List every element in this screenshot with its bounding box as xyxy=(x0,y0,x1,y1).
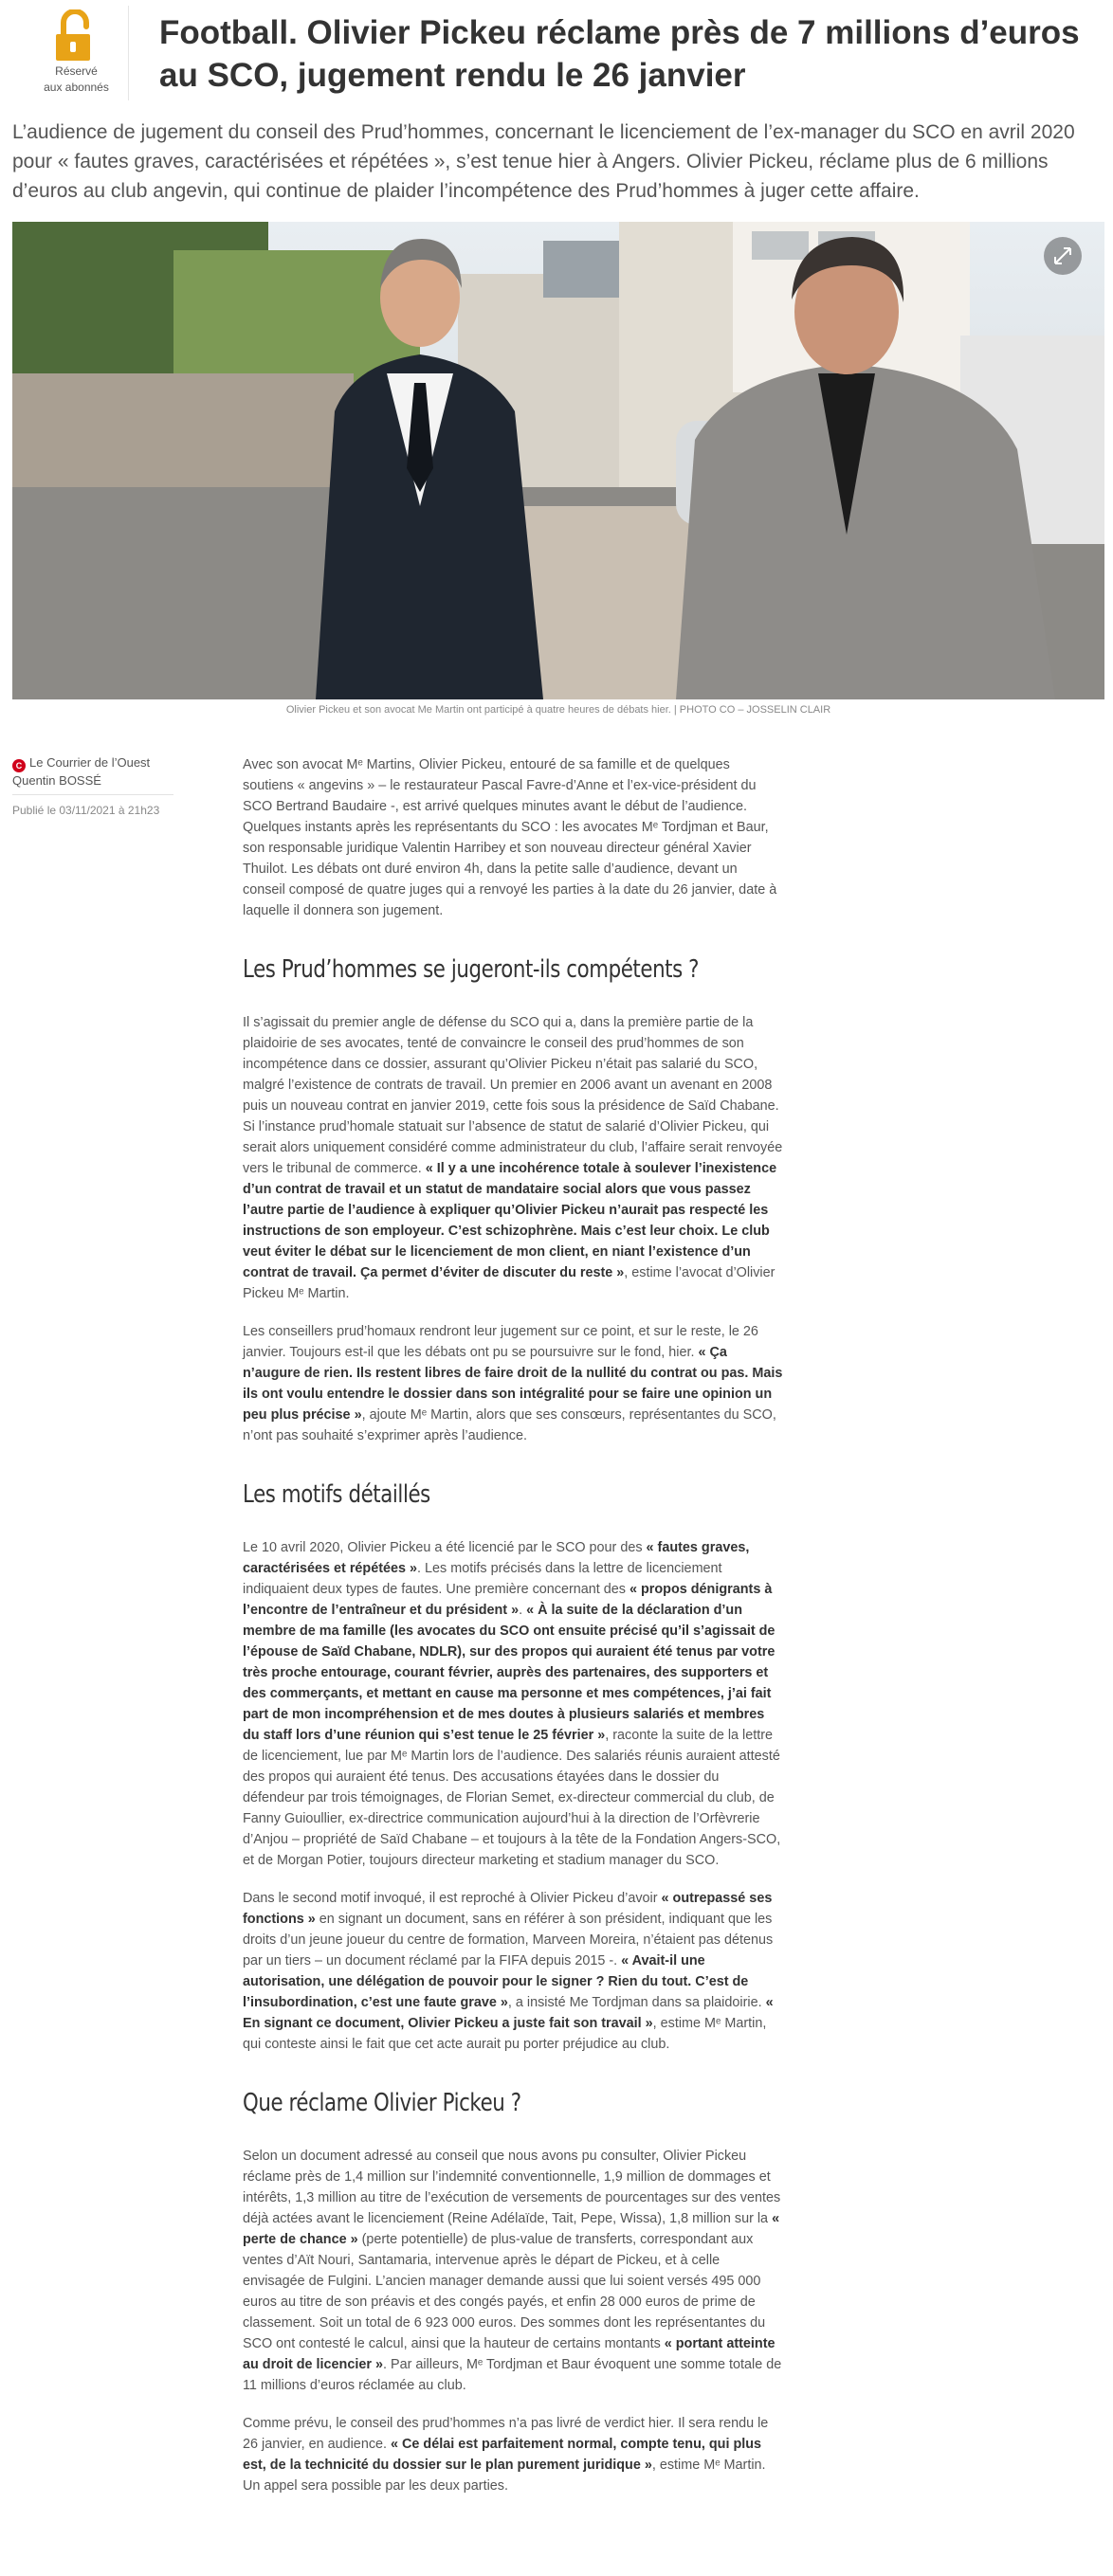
expand-arrows-icon xyxy=(1044,237,1082,275)
paragraph-6: Selon un document adressé au conseil que nous avons pu consulter, Olivier Pickeu réclame près de 1,4 million sur l’indemnité conventionnelle, 1,9 million de dommages et intérêts, 1,3 million au titre de l’exécution de versements de pourcentages sur des ventes déjà actées avant le licenciement (Reine Adélaïde, Tait, Pepe, Wissa), 1,8 million sur la « perte de chance » (perte potentielle) de plus-value de transferts, correspondant aux ventes d’Aït Nouri, Santamaria, intervenue après le départ de Pickeu, et à celle envisagée de Fulgini. L’ancien manager demande aussi que lui soient versés 495 000 euros au titre de son préavis et des congés payés, et enfin 28 000 euros de prime de classement. Soit un total de 6 923 000 euros. Des sommes dont les représentantes du SCO ont contesté le calcul, ainsi que la hauteur de certains montants « portant atteinte au droit de licencier ». Par ailleurs, Mᵉ Tordjman et Baur évoquent une somme totale de 11 millions d’euros réclamée au club. xyxy=(243,2149,782,2393)
article-title: Football. Olivier Pickeu réclame près de 7 millions d’euros au SCO, jugement rendu le 26 janvier xyxy=(159,14,1080,94)
paragraph-2: Il s’agissait du premier angle de défense du SCO qui a, dans la première partie de la plaidoirie de ses avocates, tenté de convaincre le conseil des prud’hommes de son incompétence dans ce dossier, assurant qu’Olivier Pickeu n’était pas salarié du SCO, malgré l’existence de contrats de travail. Un premier en 2006 avant un avenant en 2008 puis un nouveau contrat en janvier 2019, cette fois sous la présidence de Saïd Chabane. Si l’instance prud’homale statuait sur l’absence de statut de salarié d’Olivier Pickeu, qui serait alors uniquement considéré comme administrateur du club, l’affaire serait renvoyée vers le tribunal de commerce. « Il y a une incohérence totale à soulever l’inexistence d’un contrat de travail et un statut de mandataire social alors que vous passez l’autre partie de l’audience à expliquer qu’Olivier Pickeu n’aurait pas respecté les instructions de son employeur. C’est schizophrène. Mais c’est leur choix. Le club veut éviter le débat sur le licenciement de mon client, en niant l’existence d’un contrat de travail. Ça permet d’éviter de discuter du reste », estime l’avocat d’Olivier Pickeu Mᵉ Martin. xyxy=(243,1015,783,1301)
quote: « propos dénigrants à l’encontre de l’entraîneur et du président » xyxy=(243,1582,773,1618)
subheading-competence: Les Prud’hommes se jugeront-ils compétents ? xyxy=(243,955,700,984)
lock-open-icon xyxy=(52,9,101,63)
photo-illustration xyxy=(12,222,1104,699)
quote: « perte de chance » xyxy=(243,2211,780,2247)
quote: « Avait-il une autorisation, une délégation de pouvoir pour le signer ? Rien du tout. C’est de l’insubordination, c’est une faute grave » xyxy=(243,1953,749,2010)
source-logo-icon: C xyxy=(12,759,26,772)
paragraph-4: Le 10 avril 2020, Olivier Pickeu a été licencié par le SCO pour des « fautes graves, caractérisées et répétées ». Les motifs précisés dans la lettre de licenciement indiquaient deux types de fautes. Une première concernant des « propos dénigrants à l’encontre de l’entraîneur et du président ». « À la suite de la déclaration d’un membre de ma famille (les avocates du SCO ont ensuite précisé qu’il s’agissait de l’épouse de Saïd Chabane, NDLR), sur des propos qui auraient été tenus par votre très proche entourage, courant février, auprès des partenaires, des supporters et des commerçants, et mettant en cause ma personne et mes compétences, j’ai fait part de mon incompréhension et de mes doutes à plusieurs salariés et membres du staff lors d’une réunion qui s’est tenue le 25 février », raconte la suite de la lettre de licenciement, lue par Mᵉ Martin lors de l’audience. Des salariés réunis auraient attesté des propos qui auraient été tenus. Des accusations étayées dans le dossier du défendeur par trois témoignages, de Florian Semet, ex-directeur commercial du club, de Fanny Guioullier, ex-directrice communication aujourd’hui à la direction de l’Orfèvrerie d’Anjou – propriété de Saïd Chabane – et toujours à la tête de la Fondation Angers-SCO, et de Morgan Potier, toujours directeur marketing et stadium manager du SCO. xyxy=(243,1540,781,1868)
author-name[interactable]: Quentin BOSSÉ xyxy=(12,772,173,795)
subscriber-badge[interactable] xyxy=(25,6,129,100)
quote: « Il y a une incohérence totale à soulever l’inexistence d’un contrat de travail et un statut de mandataire social alors que vous passez l’autre partie de l’audience à expliquer qu’Olivier Pickeu n’aurait pas respecté les instructions de son employeur. C’est schizophrène. Mais c’est leur choix. Le club veut éviter le débat sur le licenciement de mon client, en niant l’existence d’un contrat de travail. Ça permet d’éviter de discuter du reste » xyxy=(243,1161,777,1280)
badge-label-line1: Réservé xyxy=(55,64,98,78)
quote: « Ça n’augure de rien. Ils restent libres de faire droit de la nullité du contrat ou pas. Mais ils ont voulu entendre le dossier dans son intégralité pour se faire une opinion un peu plus précise » xyxy=(243,1345,783,1423)
paragraph-1: Avec son avocat Mᵉ Martins, Olivier Pickeu, entouré de sa famille et de quelques soutiens « angevins » – le restaurateur Pascal Favre-d’Anne et l’ex-vice-président du SCO Bertrand Baudaire -, est arrivé quelques minutes avant le début de l’audience. Quelques instants après les représentants du SCO : les avocates Mᵉ Tordjman et Baur, son responsable juridique Valentin Harribey et son nouveau directeur général Xavier Thuilot. Les débats ont duré environ 4h, dans la petite salle d’audience, devant un conseil composé de quatre juges qui a renvoyé les parties à la date du 26 janvier, date à laquelle il donnera son jugement. xyxy=(243,757,777,918)
article-body xyxy=(243,754,783,2513)
publication-date: Publié le 03/11/2021 à 21h23 xyxy=(12,804,160,817)
quote: « En signant ce document, Olivier Pickeu a juste fait son travail » xyxy=(243,1995,774,2031)
paragraph-7: Comme prévu, le conseil des prud’hommes n’a pas livré de verdict hier. Il sera rendu le 26 janvier, en audience. « Ce délai est parfaitement normal, compte tenu, qui plus est, de la technicité du dossier sur le plan purement juridique », estime Mᵉ Martin. Un appel sera possible par les deux parties. xyxy=(243,2416,769,2494)
article-header xyxy=(0,0,1113,104)
article-lead: L’audience de jugement du conseil des Prud’hommes, concernant le licenciement de l’ex-manager du SCO en avril 2020 pour « fautes graves, caractérisées et répétées », s’est tenue hier à Angers. Olivier Pickeu, réclame plus de 6 millions d’euros au club angevin, qui continue de plaider l’incompétence des Prud’hommes à juger cette affaire. xyxy=(12,121,1075,202)
quote: « À la suite de la déclaration d’un membre de ma famille (les avocates du SCO ont ensuite précisé qu’il s’agissait de l’épouse de Saïd Chabane, NDLR), sur des propos qui auraient été tenus par votre très proche entourage, courant février, auprès des partenaires, des supporters et des commerçants, et mettant en cause ma personne et mes compétences, j’ai fait part de mon incompréhension et de mes doutes à plusieurs salariés et membres du staff lors d’une réunion qui s’est tenue le 25 février » xyxy=(243,1603,775,1743)
source-line xyxy=(12,754,173,772)
source-name[interactable]: Le Courrier de l’Ouest xyxy=(29,755,151,770)
quote: « fautes graves, caractérisées et répétées » xyxy=(243,1540,750,1576)
subheading-reclamation: Que réclame Olivier Pickeu ? xyxy=(243,2089,521,2117)
subheading-motifs: Les motifs détaillés xyxy=(243,1480,430,1509)
quote: « portant atteinte au droit de licencier » xyxy=(243,2336,775,2372)
expand-icon[interactable] xyxy=(1044,237,1082,275)
photo-caption: Olivier Pickeu et son avocat Me Martin ont participé à quatre heures de débats hier. | PHOTO CO – JOSSELIN CLAIR xyxy=(285,704,831,716)
article-meta xyxy=(12,754,173,818)
article-photo[interactable] xyxy=(12,222,1104,699)
quote: « outrepassé ses fonctions » xyxy=(243,1891,773,1927)
paragraph-5: Dans le second motif invoqué, il est reproché à Olivier Pickeu d’avoir « outrepassé ses fonctions » en signant un document, sans en référer à son président, indiquant que les droits d’un jeune joueur du centre de formation, Marveen Moreira, n’étaient pas détenus par un tiers – un document réclamé par la FIFA depuis 2015 -. « Avait-il une autorisation, une délégation de pouvoir pour le signer ? Rien du tout. C’est de l’insubordination, c’est une faute grave », a insisté Me Tordjman dans sa plaidoirie. « En signant ce document, Olivier Pickeu a juste fait son travail », estime Mᵉ Martin, qui conteste ainsi le fait que cet acte aurait pu porter préjudice au club. xyxy=(243,1891,774,2052)
quote: « Ce délai est parfaitement normal, compte tenu, qui plus est, de la technicité du dossier sur le plan purement juridique » xyxy=(243,2437,762,2473)
paragraph-3: Les conseillers prud’homaux rendront leur jugement sur ce point, et sur le reste, le 26 janvier. Toujours est-il que les débats ont pu se poursuivre sur le fond, hier. « Ça n’augure de rien. Ils restent libres de faire droit de la nullité du contrat ou pas. Mais ils ont voulu entendre le dossier dans son intégralité pour se faire une opinion un peu plus précise », ajoute Mᵉ Martin, alors que ses consœurs, représentantes du SCO, n’ont pas souhaité s’exprimer après l’audience. xyxy=(243,1324,783,1443)
badge-label-line2: aux abonnés xyxy=(44,81,109,94)
